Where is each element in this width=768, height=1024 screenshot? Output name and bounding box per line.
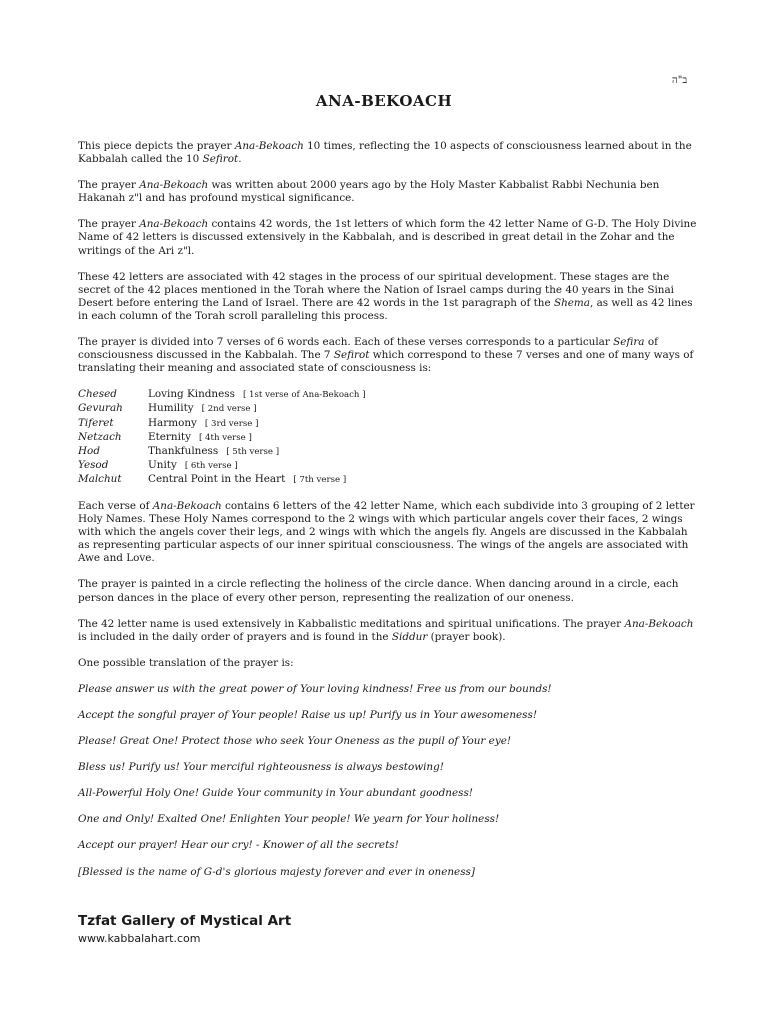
sefira-meaning: Unity: [148, 458, 177, 471]
sefira-meaning: Central Point in the Heart: [148, 472, 286, 485]
sefira-name: Tiferet: [78, 416, 114, 429]
sefira-meaning: Eternity: [148, 430, 191, 443]
sefira-row: [78, 402, 366, 416]
sefira-row: [78, 445, 366, 459]
sefira-name: Chesed: [78, 388, 117, 401]
footer: [78, 913, 291, 945]
gallery-url: www.kabbalahart.com: [78, 932, 201, 945]
sefira-meaning-cell: [142, 473, 366, 487]
sefira-row: [78, 388, 366, 402]
page-title: ANA-BEKOACH: [315, 92, 453, 110]
sefira-meaning-cell: [142, 388, 366, 402]
sefira-name: Gevurah: [78, 402, 123, 415]
sefira-meaning-cell: [142, 459, 366, 473]
sefira-meaning: Humility: [148, 402, 194, 415]
paragraph-7-verses: The prayer is divided into 7 verses of 6 words each. Each of these verses corresponds to a particular Sefira of consciousness discussed in the Kabbalah. The 7 Sefirot which correspond to these 7 verses and one of many ways of translating their meaning and associated state of consciousness is:: [78, 336, 694, 375]
gallery-name: Tzfat Gallery of Mystical Art: [78, 913, 292, 929]
paragraph-intro: This piece depicts the prayer Ana-Bekoach 10 times, reflecting the 10 aspects of consciousness learned about in the Kabbalah called the 10 Sefirot.: [78, 140, 692, 166]
prayer-line: One and Only! Exalted One! Enlighten Your people! We yearn for Your holiness!: [78, 813, 500, 826]
sefira-row: [78, 417, 366, 431]
paragraph-translation-intro: One possible translation of the prayer is:: [78, 656, 294, 669]
prayer-line: [Blessed is the name of G-d's glorious majesty forever and ever in oneness]: [78, 865, 475, 878]
paragraph-meditations: The 42 letter name is used extensively in Kabbalistic meditations and spiritual unifications. The prayer Ana-Bekoach is included in the daily order of prayers and is found in the Siddur (prayer book).: [78, 617, 694, 643]
prayer-line: All-Powerful Holy One! Guide Your community in Your abundant goodness!: [78, 787, 473, 800]
sefira-name: Hod: [78, 444, 100, 457]
paragraph-circle: The prayer is painted in a circle reflecting the holiness of the circle dance. When dancing around in a circle, each person dances in the place of every other person, representing the realization of our oneness.: [78, 578, 679, 604]
sefira-name: Malchut: [78, 472, 122, 485]
sefirot-table: [78, 388, 366, 487]
sefira-meaning: Harmony: [148, 416, 197, 429]
document-body: [78, 140, 702, 892]
sefira-name: Yesod: [78, 458, 109, 471]
prayer-line: Accept the songful prayer of Your people! Raise us up! Purify us in Your awesomeness!: [78, 709, 538, 721]
paragraph-history: The prayer Ana-Bekoach was written about 2000 years ago by the Holy Master Kabbalist Rabbi Nechunia ben Hakanah z"l and has profound mystical significance.: [78, 179, 660, 205]
sefira-verse: [ 2nd verse ]: [201, 404, 257, 415]
prayer-line: Accept our prayer! Hear our cry! - Knower of all the secrets!: [78, 839, 399, 852]
sefira-verse: [ 5th verse ]: [226, 446, 280, 457]
sefira-name: Netzach: [78, 430, 122, 443]
sefira-row: [78, 459, 366, 473]
sefira-meaning-cell: [142, 431, 366, 445]
prayer-line: Bless us! Purify us! Your merciful righteousness is always bestowing!: [78, 761, 444, 774]
paragraph-42-words: The prayer Ana-Bekoach contains 42 words, the 1st letters of which form the 42 letter Name of G-D. The Holy Divine Name of 42 letters is discussed extensively in the Kabbalah, and is described in great detail in the Zohar and the writings of the Ari z"l.: [78, 218, 697, 257]
sefira-verse: [ 3rd verse ]: [204, 418, 259, 429]
sefira-meaning: Thankfulness: [148, 444, 219, 457]
sefira-meaning: Loving Kindness: [148, 388, 235, 401]
sefira-meaning-cell: [142, 417, 366, 431]
sefira-row: [78, 473, 366, 487]
prayer-translation: [78, 683, 702, 879]
sefira-meaning-cell: [142, 445, 366, 459]
sefira-meaning-cell: [142, 402, 366, 416]
bh-header: ב"ה: [672, 75, 688, 86]
prayer-line: Please answer us with the great power of Your loving kindness! Free us from our bounds!: [78, 682, 552, 695]
sefira-verse: [ 7th verse ]: [293, 474, 347, 485]
sefira-row: [78, 431, 366, 445]
paragraph-42-stages: These 42 letters are associated with 42 stages in the process of our spiritual development. These stages are the secret of the 42 places mentioned in the Torah where the Nation of Israel camps during the 40 years in the Sinai Desert before entering the Land of Israel. There are 42 words in the 1st paragraph of the Shema, as well as 42 lines in each column of the Torah scroll paralleling this process.: [78, 270, 693, 322]
sefira-verse: [ 4th verse ]: [198, 432, 252, 443]
paragraph-wings: Each verse of Ana-Bekoach contains 6 letters of the 42 letter Name, which each subdivide into 3 grouping of 2 letter Holy Names. These Holy Names correspond to the 2 wings with which particular angels cover their faces, 2 wings with which the angels cover their legs, and 2 wings with which the angels fly. Angels are discussed in the Kabbalah as representing particular aspects of our inner spiritual consciousness. The wings of the angels are associated with Awe and Love.: [78, 499, 695, 565]
sefira-verse: [ 6th verse ]: [184, 460, 238, 471]
sefira-verse: [ 1st verse of Ana-Bekoach ]: [242, 390, 366, 401]
prayer-line: Please! Great One! Protect those who seek Your Oneness as the pupil of Your eye!: [78, 735, 512, 748]
